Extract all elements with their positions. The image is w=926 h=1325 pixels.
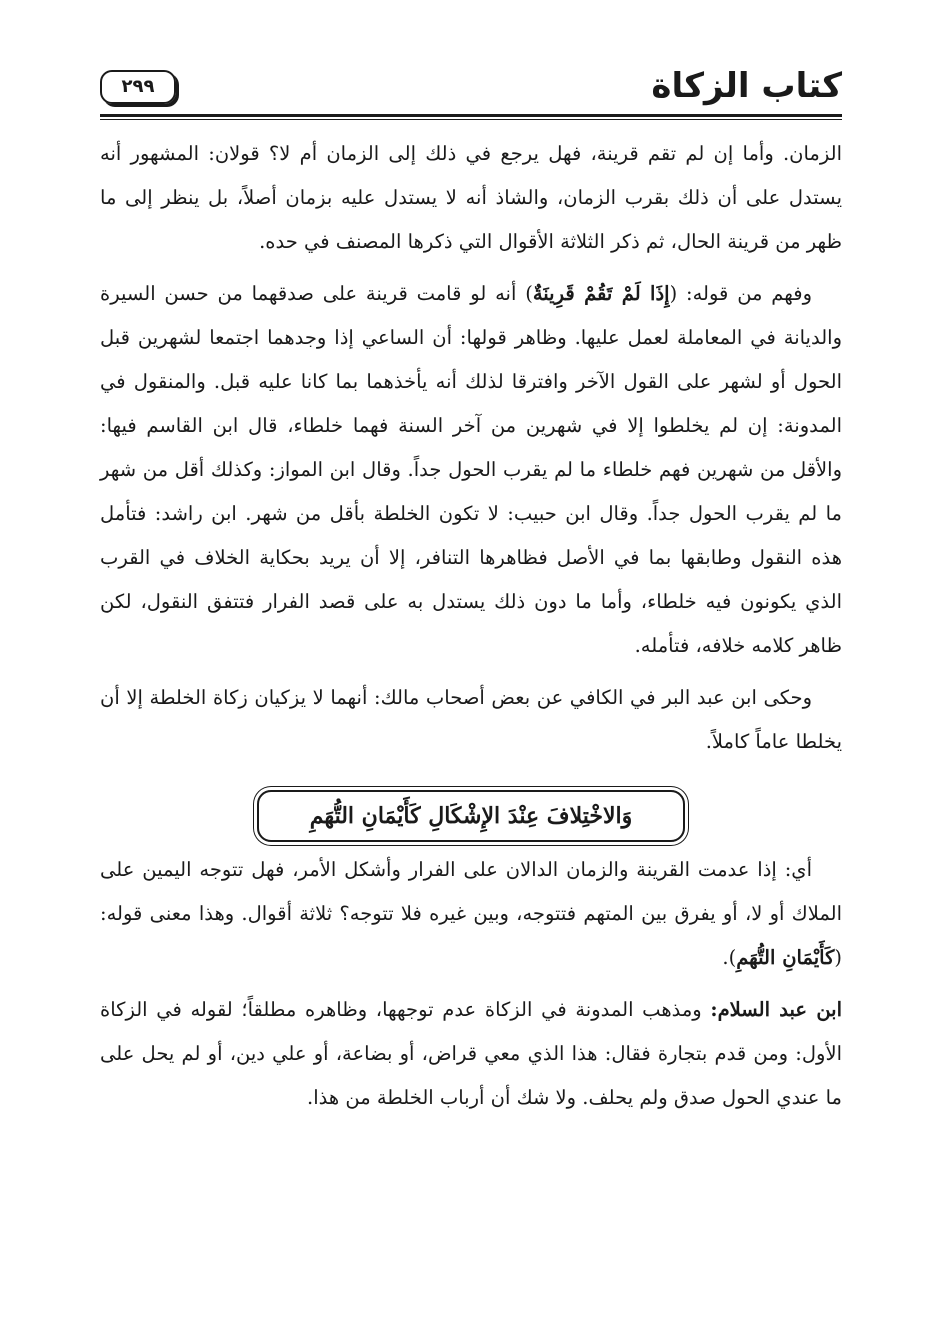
page-header xyxy=(100,60,842,118)
paragraph-3: وحكى ابن عبد البر في الكافي عن بعض أصحاب مالك: أنهما لا يزكيان زكاة الخلطة إلا أن يخلطا عاماً كاملاً. xyxy=(100,686,842,753)
paragraph-4-end: ). xyxy=(722,946,737,969)
header-rule xyxy=(100,114,842,120)
quoted-phrase: إِذَا لَمْ تَقُمْ قَرِينَةٌ xyxy=(532,282,670,305)
cited-author: ابن عبد السلام: xyxy=(710,998,843,1021)
paragraph-2-before: وفهم من قوله: ( xyxy=(669,282,812,305)
paragraph-4-text: أي: إذا عدمت القرينة والزمان الدالان على الفرار وأشكل الأمر، فهل تتوجه اليمين على الملاك أو لا، أو يفرق بين المتهم فتتوجه، وبين غيره فلا تتوجه؟ ثلاثة أقوال. وهذا معنى قوله: ( xyxy=(100,858,842,969)
paragraph-5-text: ومذهب المدونة في الزكاة عدم توجهها، وظاهره مطلقاً؛ لقوله في الزكاة الأول: ومن قدم بتجارة فقال: هذا الذي معي قراض، أو بضاعة، أو علي دين، أو لم يحل على ما عندي الحول صدق ولم يحلف. ولا شك أن أرباب الخلطة من هذا. xyxy=(100,998,842,1109)
page-number: ٢٩٩ xyxy=(100,70,176,104)
paragraph-1: الزمان. وأما إن لم تقم قرينة، فهل يرجع في ذلك إلى الزمان أم لا؟ قولان: المشهور أنه يستدل على أن ذلك بقرب الزمان، والشاذ أنه لا يستدل عليه بزمان أصلاً، بل ينظر إلى ما ظهر من قرينة الحال، ثم ذكر الثلاثة الأقوال التي ذكرها المصنف في حده. xyxy=(100,142,842,253)
body-text xyxy=(100,132,842,1120)
page xyxy=(100,60,842,1280)
section-heading: وَالاخْتِلافَ عِنْدَ الإِشْكَالِ كَأَيْمَانِ التُّهَمِ xyxy=(257,790,685,842)
quoted-phrase-2: كَأَيْمَانِ التُّهَمِ xyxy=(736,946,835,969)
paragraph-2-after: ) أنه لو قامت قرينة على صدقهما من حسن السيرة والديانة في المعاملة لعمل عليها. وظاهر قولها: أن الساعي إذا وجدهما اجتمعا لشهرين قبل الحول أو لشهر على القول الآخر وافترقا لذلك أنه يأخذهما بما كانا عليه قبل. والمنقول في المدونة: إن لم يخلطوا إلا في شهرين من آخر السنة فهما خلطاء، قال ابن القاسم فيها: والأقل من شهرين فهم خلطاء ما لم يقرب الحول جداً. وقال ابن المواز: وكذلك أقل من شهر ما لم يقرب الحول جداً. وقال ابن حبيب: لا تكون الخلطة بأقل من شهر. ابن راشد: فتأمل هذه النقول وطابقها بما في الأصل فظاهرها التنافر، إلا أن يريد بحكاية الخلاف في القرب الذي يكونون فيه خلطاء، وأما ما دون ذلك يستدل به على قصد الفرار فتتفق النقول، لكن ظاهر كلامه خلافه، فتأمله. xyxy=(100,282,842,657)
paragraph-5 xyxy=(100,988,842,1120)
book-title: كتاب الزكاة xyxy=(651,66,842,106)
paragraph-2 xyxy=(100,272,842,668)
paragraph-4 xyxy=(100,848,842,980)
